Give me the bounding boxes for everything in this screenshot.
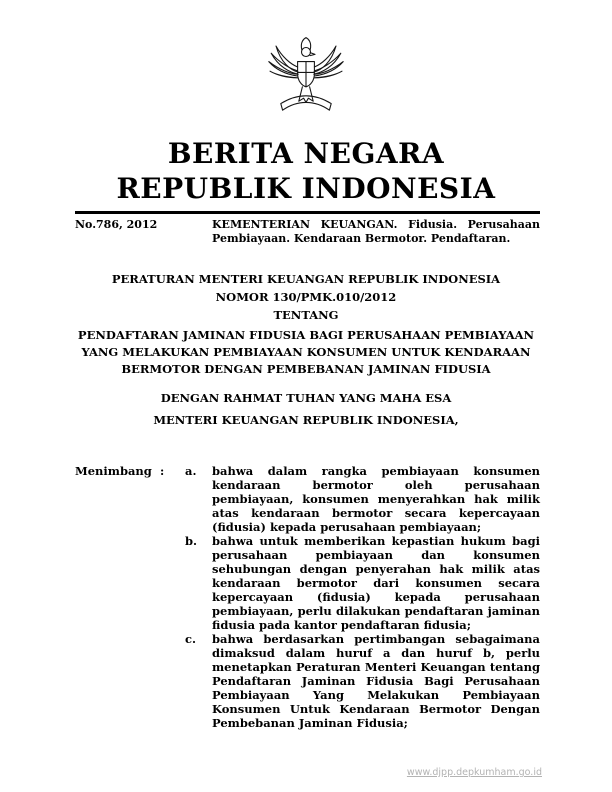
spacer-cell <box>160 632 185 730</box>
regulation-about-label: TENTANG <box>273 308 339 322</box>
garuda-pancasila-icon <box>264 34 348 130</box>
masthead-title-line2: REPUBLIK INDONESIA <box>116 172 496 205</box>
gazette-subject: KEMENTERIAN KEUANGAN. Fidusia. Perusahaan Pembiayaan. Kendaraan Bermotor. Pendaftaran. <box>212 218 540 245</box>
consideration-item: bahwa berdasarkan pertimbangan sebagaimana dimaksud dalam huruf a dan huruf b, perlu menetapkan Peraturan Menteri Keuangan tentang Pendaftaran Jaminan Fidusia Bagi Perusahaan Pembiayaan Yang Melakukan Pembiayaan Konsumen Untuk Kendaraan Bermotor Dengan Pembebanan Jaminan Fidusia; <box>212 632 540 730</box>
masthead-divider <box>75 211 540 214</box>
regulation-heading-block <box>0 272 612 428</box>
regulation-grace-line: DENGAN RAHMAT TUHAN YANG MAHA ESA <box>160 391 452 405</box>
consideration-item: bahwa untuk memberikan kepastian hukum bagi perusahaan pembiayaan dan konsumen sehubungan dengan penyerahan hak milik atas kendaraan bermotor dari konsumen secara kepercayaan (fidusia) kepada perusahaan pembiayaan, perlu dilakukan pendaftaran jaminan fidusia pada kantor pendaftaran fidusia; <box>212 534 540 632</box>
regulation-number: NOMOR 130/PMK.010/2012 <box>215 290 397 304</box>
regulation-issuer-line: MENTERI KEUANGAN REPUBLIK INDONESIA, <box>153 413 459 427</box>
consideration-marker: b. <box>185 534 198 548</box>
consideration-marker: c. <box>185 632 197 646</box>
considerations-separator: : <box>160 464 165 478</box>
considerations-section <box>75 464 540 730</box>
spacer-cell <box>75 534 160 632</box>
regulation-heading: PERATURAN MENTERI KEUANGAN REPUBLIK INDONESIA <box>111 272 501 286</box>
regulation-title: PENDAFTARAN JAMINAN FIDUSIA BAGI PERUSAHAAN PEMBIAYAAN YANG MELAKUKAN PEMBIAYAAN KONSUMEN UNTUK KENDARAAN BERMOTOR DENGAN PEMBEBANAN JAMINAN FIDUSIA <box>77 328 535 376</box>
consideration-item: bahwa dalam rangka pembiayaan konsumen kendaraan bermotor oleh perusahaan pembiayaan, konsumen menyerahkan hak milik atas kendaraan bermotor secara kepercayaan (fidusia) kepada perusahaan pembiayaan; <box>212 464 540 534</box>
djpp-watermark-link[interactable]: www.djpp.depkumham.go.id <box>406 767 542 778</box>
spacer-cell <box>75 632 160 730</box>
gazette-header-row <box>75 218 540 246</box>
considerations-label: Menimbang <box>75 464 152 478</box>
consideration-marker: a. <box>185 464 197 478</box>
spacer-cell <box>160 534 185 632</box>
masthead-title-line1: BERITA NEGARA <box>167 137 445 170</box>
gazette-number: No.786, 2012 <box>75 218 158 231</box>
masthead <box>0 136 612 206</box>
